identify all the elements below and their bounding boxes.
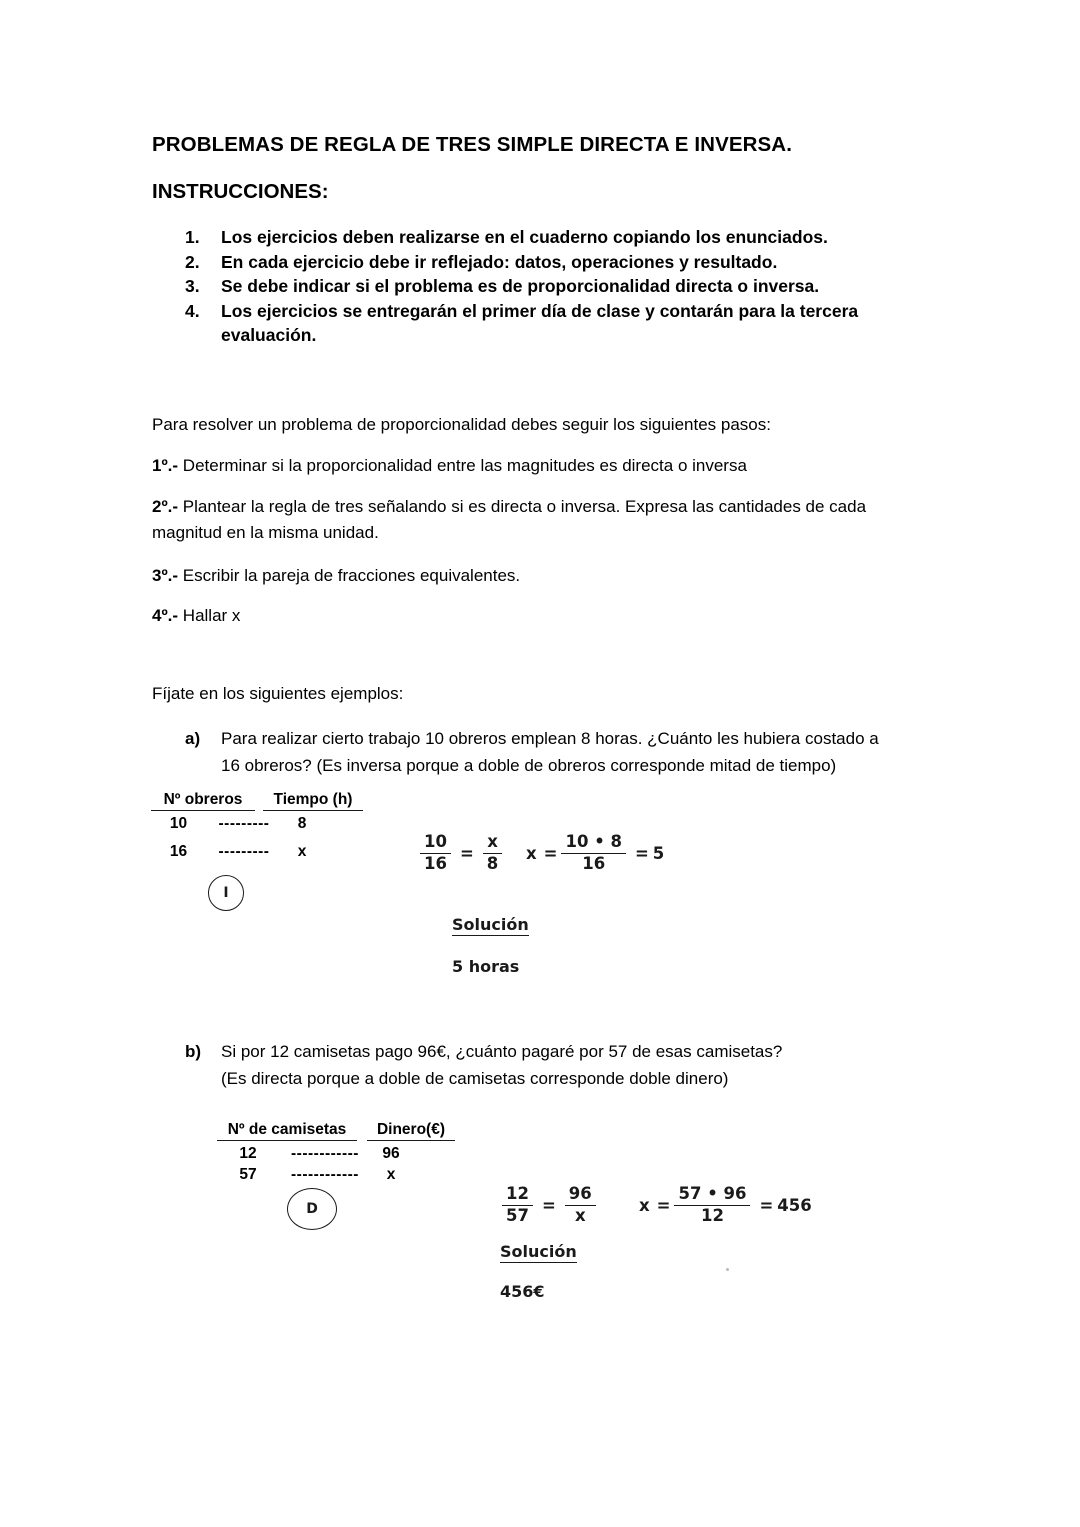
- fraction-right: [565, 1185, 596, 1226]
- table-cell-right: x: [386, 1166, 396, 1183]
- fraction-numerator: 57 • 96: [674, 1185, 750, 1206]
- table-row: [217, 1166, 455, 1184]
- example-b-solution-value-wrap: [500, 1282, 545, 1301]
- example-a-solution: [452, 915, 529, 936]
- table-header-right: Dinero(€): [367, 1121, 455, 1141]
- scan-artifact-dot: [726, 1268, 729, 1271]
- step-2-text: Plantear la regla de tres señalando si es directa o inversa. Expresa las cantidades de cada magnitud en la misma unidad.: [152, 497, 867, 542]
- list-item-label: Se debe indicar si el problema es de proporcionalidad directa o inversa.: [221, 276, 820, 296]
- solution-value: 456€: [500, 1282, 545, 1301]
- fraction-denominator: 16: [582, 853, 606, 873]
- fraction-numerator: 10: [420, 833, 451, 854]
- fraction-left: [420, 833, 451, 874]
- table-cell-right: 8: [297, 815, 307, 832]
- fraction-solve: [561, 833, 625, 874]
- example-a-table: [151, 791, 363, 861]
- fraction-denominator: x: [574, 1205, 586, 1225]
- instructions-list: [185, 225, 945, 348]
- page-title: PROBLEMAS DE REGLA DE TRES SIMPLE DIRECTA E INVERSA.: [152, 133, 792, 156]
- example-b-body: [221, 1039, 942, 1092]
- fraction-denominator: 16: [424, 853, 447, 873]
- list-item-number: 1.: [185, 227, 200, 247]
- list-item-label: En cada ejercicio debe ir reflejado: datos, operaciones y resultado.: [221, 251, 778, 272]
- fraction-denominator: 57: [506, 1205, 529, 1225]
- table-cell-dashes: ---------: [218, 815, 270, 832]
- example-a-line1: Para realizar cierto trabajo 10 obreros emplean 8 horas. ¿Cuánto les hubiera costado a: [221, 729, 879, 748]
- solution-label: Solución: [500, 1242, 577, 1261]
- example-a-solve: [526, 833, 664, 874]
- table-cell-dashes: ------------: [291, 1145, 359, 1162]
- equals-sign: =: [543, 843, 558, 863]
- example-b-marker: b): [185, 1042, 202, 1061]
- table-cell-left: 57: [239, 1166, 257, 1183]
- table-header-row: [151, 791, 363, 811]
- fraction-numerator: 12: [502, 1185, 533, 1206]
- table-cell-right: x: [297, 843, 307, 860]
- table-row: [151, 815, 363, 833]
- fraction-numerator: 10 • 8: [561, 833, 625, 854]
- example-a-marker: a): [185, 729, 201, 748]
- step-2: [152, 494, 927, 546]
- fraction-numerator: 96: [565, 1185, 596, 1206]
- solution-value: 5 horas: [452, 957, 520, 976]
- example-b-table: [217, 1121, 455, 1184]
- step-4-text: Hallar x: [182, 606, 241, 625]
- list-item-label: Los ejercicios deben realizarse en el cuaderno copiando los enunciados.: [221, 227, 828, 247]
- solve-variable: x: [526, 843, 537, 863]
- fraction-denominator: 12: [700, 1205, 724, 1225]
- steps-intro: Para resolver un problema de proporcionalidad debes seguir los siguientes pasos:: [152, 415, 771, 434]
- table-header-left: Nº obreros: [151, 791, 255, 811]
- example-a-body: [221, 726, 942, 779]
- step-4-label: 4º.-: [152, 606, 179, 625]
- table-cell-right: 96: [382, 1145, 400, 1162]
- table-header-row: [217, 1121, 455, 1141]
- step-2-label: 2º.-: [152, 497, 179, 516]
- step-1: [152, 453, 927, 479]
- example-b-solve: [639, 1185, 812, 1226]
- table-cell-dashes: ---------: [218, 843, 270, 860]
- example-a-type-badge: I: [208, 875, 244, 911]
- example-a-line2: 16 obreros? (Es inversa porque a doble de obreros corresponde mitad de tiempo): [221, 755, 837, 775]
- list-item: [185, 225, 945, 250]
- solve-result: 5: [652, 843, 665, 863]
- table-cell-left: 16: [169, 843, 188, 860]
- example-b-type-badge: D: [287, 1188, 337, 1230]
- example-a-proportion: [415, 833, 507, 874]
- example-b-line2: (Es directa porque a doble de camisetas corresponde doble dinero): [221, 1068, 729, 1088]
- list-item-number: 4.: [185, 300, 200, 321]
- example-a: [152, 726, 942, 779]
- fraction-denominator: 8: [486, 853, 499, 873]
- example-b-proportion: [497, 1185, 601, 1226]
- equals-sign: =: [459, 843, 474, 863]
- equals-sign: =: [656, 1195, 671, 1215]
- step-1-text: Determinar si la proporcionalidad entre las magnitudes es directa o inversa: [182, 456, 747, 475]
- table-cell-left: 10: [169, 815, 188, 832]
- table-cell-left: 12: [239, 1145, 257, 1162]
- equals-sign: =: [541, 1195, 556, 1215]
- step-3-text: Escribir la pareja de fracciones equivalentes.: [182, 566, 521, 585]
- fraction-left: [502, 1185, 533, 1226]
- table-header-left: Nº de camisetas: [217, 1121, 357, 1141]
- fraction-solve: [674, 1185, 750, 1226]
- list-item: [185, 299, 945, 348]
- step-4: [152, 603, 927, 629]
- table-header-right: Tiempo (h): [263, 791, 363, 811]
- list-item-number: 3.: [185, 276, 200, 296]
- list-item-label: Los ejercicios se entregarán el primer día de clase y contarán para la tercera evaluación.: [221, 300, 859, 345]
- step-1-label: 1º.-: [152, 456, 179, 475]
- list-item: [185, 274, 945, 299]
- fraction-numerator: x: [483, 833, 502, 854]
- examples-intro: Fíjate en los siguientes ejemplos:: [152, 684, 404, 703]
- example-b: [152, 1039, 942, 1092]
- equals-sign: =: [634, 843, 649, 863]
- table-cell-dashes: ------------: [291, 1166, 359, 1183]
- example-b-solution: [500, 1242, 577, 1263]
- list-item-number: 2.: [185, 251, 200, 272]
- solve-result: 456: [777, 1195, 812, 1215]
- solve-variable: x: [639, 1195, 650, 1215]
- table-row: [217, 1145, 455, 1163]
- example-b-line1: Si por 12 camisetas pago 96€, ¿cuánto pagaré por 57 de esas camisetas?: [221, 1042, 783, 1061]
- solution-label: Solución: [452, 915, 529, 934]
- step-3-label: 3º.-: [152, 566, 179, 585]
- example-a-solution-value-wrap: [452, 957, 519, 976]
- instructions-heading: INSTRUCCIONES:: [152, 180, 329, 203]
- fraction-right: [483, 833, 502, 874]
- equals-sign: =: [759, 1195, 774, 1215]
- step-3: [152, 563, 927, 589]
- table-row: [151, 843, 363, 861]
- list-item: [185, 250, 945, 275]
